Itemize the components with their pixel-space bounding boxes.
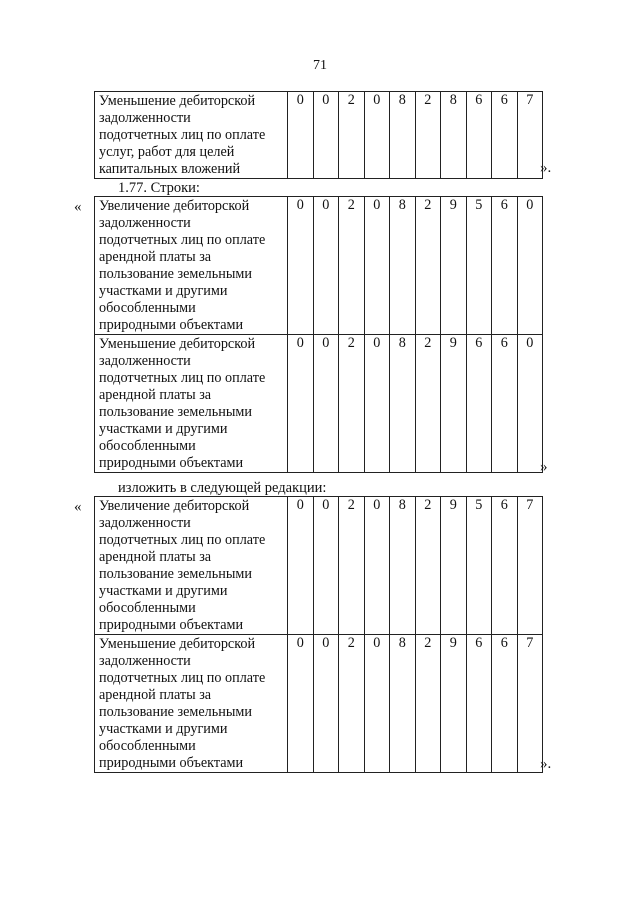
row-description	[95, 197, 288, 335]
code-digit-cell: 6	[492, 197, 518, 335]
code-digit-cell: 6	[466, 92, 492, 179]
code-digit-cell: 2	[339, 635, 365, 773]
description-line: обособленными	[99, 738, 196, 754]
code-digit-cell: 2	[339, 92, 365, 179]
close-quote-3: ».	[540, 756, 552, 772]
code-digit-cell: 2	[339, 497, 365, 635]
code-digit-cell: 0	[288, 197, 314, 335]
table-row	[95, 635, 543, 773]
description-line: задолженности	[99, 215, 191, 231]
description-line: обособленными	[99, 600, 196, 616]
description-line: участками и другими	[99, 721, 228, 737]
open-quote-3: «	[74, 499, 82, 515]
description-line: подотчетных лиц по оплате	[99, 532, 266, 548]
code-digit-cell: 0	[364, 197, 390, 335]
description-line: задолженности	[99, 110, 191, 126]
code-digit-cell: 6	[492, 335, 518, 473]
description-line: арендной платы за	[99, 387, 212, 403]
code-digit-cell: 2	[339, 197, 365, 335]
code-digit-cell: 0	[288, 335, 314, 473]
description-line: задолженности	[99, 653, 191, 669]
code-digit-cell: 0	[313, 335, 339, 473]
code-digit-cell: 0	[288, 497, 314, 635]
code-digit-cell: 8	[390, 497, 416, 635]
description-line: обособленными	[99, 438, 196, 454]
item-label: 1.77. Строки:	[118, 180, 200, 196]
description-line: подотчетных лиц по оплате	[99, 670, 266, 686]
table-row	[95, 197, 543, 335]
table-row	[95, 497, 543, 635]
description-line: капитальных вложений	[99, 161, 241, 177]
code-digit-cell: 2	[415, 335, 441, 473]
code-digit-cell: 0	[364, 497, 390, 635]
code-digit-cell: 0	[364, 335, 390, 473]
instruction-text: изложить в следующей редакции:	[118, 480, 327, 496]
description-line: Увеличение дебиторской	[99, 198, 250, 214]
code-digit-cell: 6	[466, 335, 492, 473]
description-line: задолженности	[99, 353, 191, 369]
description-line: природными объектами	[99, 317, 244, 333]
code-table-3	[94, 496, 543, 773]
code-digit-cell: 7	[517, 92, 543, 179]
code-digit-cell: 0	[364, 92, 390, 179]
description-line: арендной платы за	[99, 687, 212, 703]
code-table-2	[94, 196, 543, 473]
description-line: подотчетных лиц по оплате	[99, 127, 266, 143]
description-line: природными объектами	[99, 617, 244, 633]
code-digit-cell: 2	[415, 197, 441, 335]
code-digit-cell: 5	[466, 497, 492, 635]
code-digit-cell: 0	[288, 92, 314, 179]
code-digit-cell: 2	[415, 92, 441, 179]
code-digit-cell: 6	[492, 92, 518, 179]
description-line: пользование земельными	[99, 566, 252, 582]
row-description	[95, 635, 288, 773]
code-digit-cell: 0	[288, 635, 314, 773]
description-line: арендной платы за	[99, 549, 212, 565]
code-table-1	[94, 91, 543, 179]
table-row	[95, 335, 543, 473]
code-digit-cell: 7	[517, 497, 543, 635]
row-description	[95, 335, 288, 473]
code-digit-cell: 5	[466, 197, 492, 335]
code-digit-cell: 0	[517, 197, 543, 335]
code-digit-cell: 9	[441, 635, 467, 773]
code-digit-cell: 8	[390, 197, 416, 335]
description-line: природными объектами	[99, 755, 244, 771]
code-digit-cell: 0	[313, 635, 339, 773]
close-quote-2: »	[540, 459, 548, 475]
row-description	[95, 497, 288, 635]
code-digit-cell: 8	[390, 635, 416, 773]
code-digit-cell: 9	[441, 197, 467, 335]
row-description	[95, 92, 288, 179]
description-line: подотчетных лиц по оплате	[99, 370, 266, 386]
description-line: Уменьшение дебиторской	[99, 93, 256, 109]
code-digit-cell: 0	[313, 92, 339, 179]
description-line: природными объектами	[99, 455, 244, 471]
code-digit-cell: 8	[390, 335, 416, 473]
code-digit-cell: 7	[517, 635, 543, 773]
description-line: пользование земельными	[99, 266, 252, 282]
code-digit-cell: 0	[313, 197, 339, 335]
code-digit-cell: 0	[364, 635, 390, 773]
description-line: услуг, работ для целей	[99, 144, 235, 160]
code-digit-cell: 2	[339, 335, 365, 473]
close-quote-1: ».	[540, 160, 552, 176]
description-line: пользование земельными	[99, 404, 252, 420]
code-digit-cell: 8	[441, 92, 467, 179]
description-line: задолженности	[99, 515, 191, 531]
code-digit-cell: 2	[415, 497, 441, 635]
page-number: 71	[313, 58, 327, 73]
description-line: подотчетных лиц по оплате	[99, 232, 266, 248]
description-line: участками и другими	[99, 421, 228, 437]
code-digit-cell: 6	[466, 635, 492, 773]
description-line: Увеличение дебиторской	[99, 498, 250, 514]
description-line: арендной платы за	[99, 249, 212, 265]
code-digit-cell: 6	[492, 497, 518, 635]
code-digit-cell: 9	[441, 335, 467, 473]
description-line: обособленными	[99, 300, 196, 316]
code-digit-cell: 0	[517, 335, 543, 473]
code-digit-cell: 2	[415, 635, 441, 773]
description-line: пользование земельными	[99, 704, 252, 720]
table-row	[95, 92, 543, 179]
code-digit-cell: 9	[441, 497, 467, 635]
code-digit-cell: 6	[492, 635, 518, 773]
code-digit-cell: 8	[390, 92, 416, 179]
description-line: Уменьшение дебиторской	[99, 636, 256, 652]
description-line: участками и другими	[99, 283, 228, 299]
description-line: Уменьшение дебиторской	[99, 336, 256, 352]
open-quote-2: «	[74, 199, 82, 215]
code-digit-cell: 0	[313, 497, 339, 635]
description-line: участками и другими	[99, 583, 228, 599]
